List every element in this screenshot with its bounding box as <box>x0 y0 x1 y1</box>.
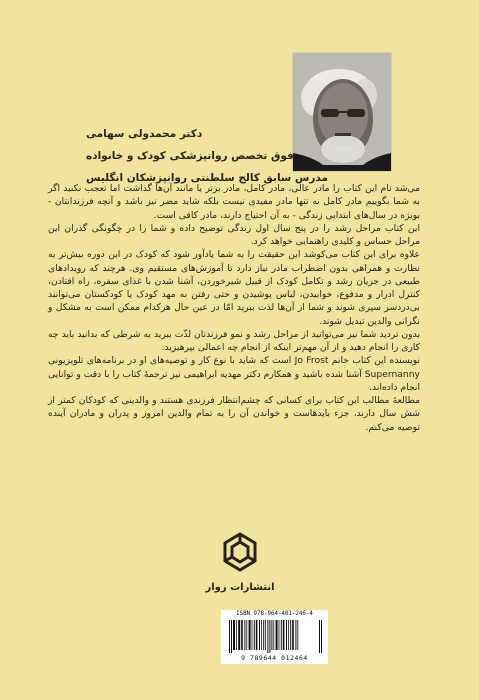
author-info <box>86 123 346 189</box>
author-title-2: مدرس سابق کالج سلطنتی روانپزشکان انگلیس <box>86 172 328 184</box>
barcode-bar <box>256 620 258 650</box>
barcode-bar <box>246 620 247 650</box>
barcode-bar <box>252 620 253 650</box>
barcode-bar <box>259 620 260 650</box>
author-title-1: فوق تخصص روانپزشکی کودک و خانواده <box>86 150 294 162</box>
barcode-bar <box>295 620 296 650</box>
barcode-bar <box>288 620 289 650</box>
barcode-bar <box>319 620 320 653</box>
barcode-bar <box>229 620 230 653</box>
blurb-paragraph-3: علاوه برای این کتاب می‌کوشد این حقیقت را به شما یادآور شود که کودک در این دوره بیش‌تر به نظارت و همراهی بدون اضطراب مادر نیاز دارد تا آموزش‌های مستقیم وی. هرچند که رویدادهای طبیعی در جریان رشد و تکامل کودک از قبیل شیرخوردن، آشنا شدن با غذای سفره، راه افتادن، کنترل ادرار و مدفوع، خوابیدن، لباس پوشیدن و حتی رفتن به مهد کودک یا کودکستان می‌توانند بی‌دردسر سپری شوند و شما از آن‌ها لذت ببرید امّا در عین حال هرکدام ممکن است به مشکل و نگرانی والدین تبدیل شوند. <box>48 249 420 327</box>
barcode-bar <box>261 620 262 650</box>
barcode-bar <box>286 620 287 650</box>
blurb-paragraph-1: می‌شد نام این کتاب را مادر عالی، مادر کامل، مادر برتر یا مانند آن‌ها گذاشت اما تعجب نکنید اگر به شما بگوییم مادر کامل نه تنها مادر مفیدی نیست بلکه شاید مضر نیز باشد و آنچه فرزندانتان - بویژه در سال‌های ابتدایی زندگی - به آن احتیاج دارند، مادر کافی است. <box>48 183 420 221</box>
publisher-name: انتشارات زوار <box>205 582 275 593</box>
barcode-panel <box>221 610 328 664</box>
barcode-bar <box>271 620 272 650</box>
barcode-bar <box>231 620 232 653</box>
barcode-bar <box>236 620 237 650</box>
barcode-bar <box>279 620 280 650</box>
isbn-label: ISBN 978-964-401-246-4 <box>236 611 313 617</box>
barcode-bar <box>297 620 298 650</box>
barcode-bar <box>238 620 240 650</box>
barcode-bar <box>273 620 274 650</box>
barcode-bar <box>283 620 285 650</box>
blurb-paragraph-2: این کتاب مراحل رشد را در پنج سال اول زندگی توضیح داده و شما را در چگونگی گذران این مراحل حساس و کلیدی راهنمایی خواهد کرد. <box>48 222 420 247</box>
barcode-bar <box>263 620 264 650</box>
barcode-bar <box>281 620 282 650</box>
barcode-bar <box>290 620 291 650</box>
barcode-bar <box>267 620 268 653</box>
blurb-paragraph-4: بدون تردید شما نیز می‌توانید از مراحل رشد و نمو فرزندتان لذّت ببرید به شرطی که بدانید باید چه کاری را انجام دهید و از آن مهم‌تر اینکه از انجام چه اعمالی بپرهیزید. <box>48 328 420 353</box>
barcode-bars <box>228 620 322 653</box>
barcode-digits: 9 789644 012464 <box>241 654 308 662</box>
barcode-bar <box>292 620 294 650</box>
barcode-bar <box>241 620 243 650</box>
barcode-bar <box>249 620 251 650</box>
barcode-bar <box>269 620 270 653</box>
blurb-paragraph-5: نویسنده این کتاب خانم Jo Frost است که شاید با نوع کار و توصیه‌های او در برنامه‌های تلویزیونی Supernanny آشنا شده باشید و همکارم دکتر مهدیه ابراهیمی نیز ترجمهٔ کتاب را با دقت و توانایی انجام داده‌اند. <box>48 355 421 393</box>
barcode-bar <box>276 620 278 650</box>
barcode-bar <box>233 620 235 650</box>
barcode-bar <box>265 620 266 650</box>
barcode-bar <box>254 620 255 650</box>
publisher-logo-icon <box>222 532 258 576</box>
blurb-paragraph-6: مطالعهٔ مطالب این کتاب برای کسانی که چشم‌انتظار فرزندی هستند و والدینی که کودکان کمتر از شش سال دارند، جزء بایدهاست و خواندن آن را به تمام والدین امروز و پدران و مادران آینده توصیه می‌کنم. <box>48 395 420 433</box>
barcode-bar <box>244 620 245 650</box>
author-name: دکتر محمدولی سهامی <box>86 128 203 140</box>
blurb-text <box>48 182 420 434</box>
barcode-bar <box>321 620 322 653</box>
